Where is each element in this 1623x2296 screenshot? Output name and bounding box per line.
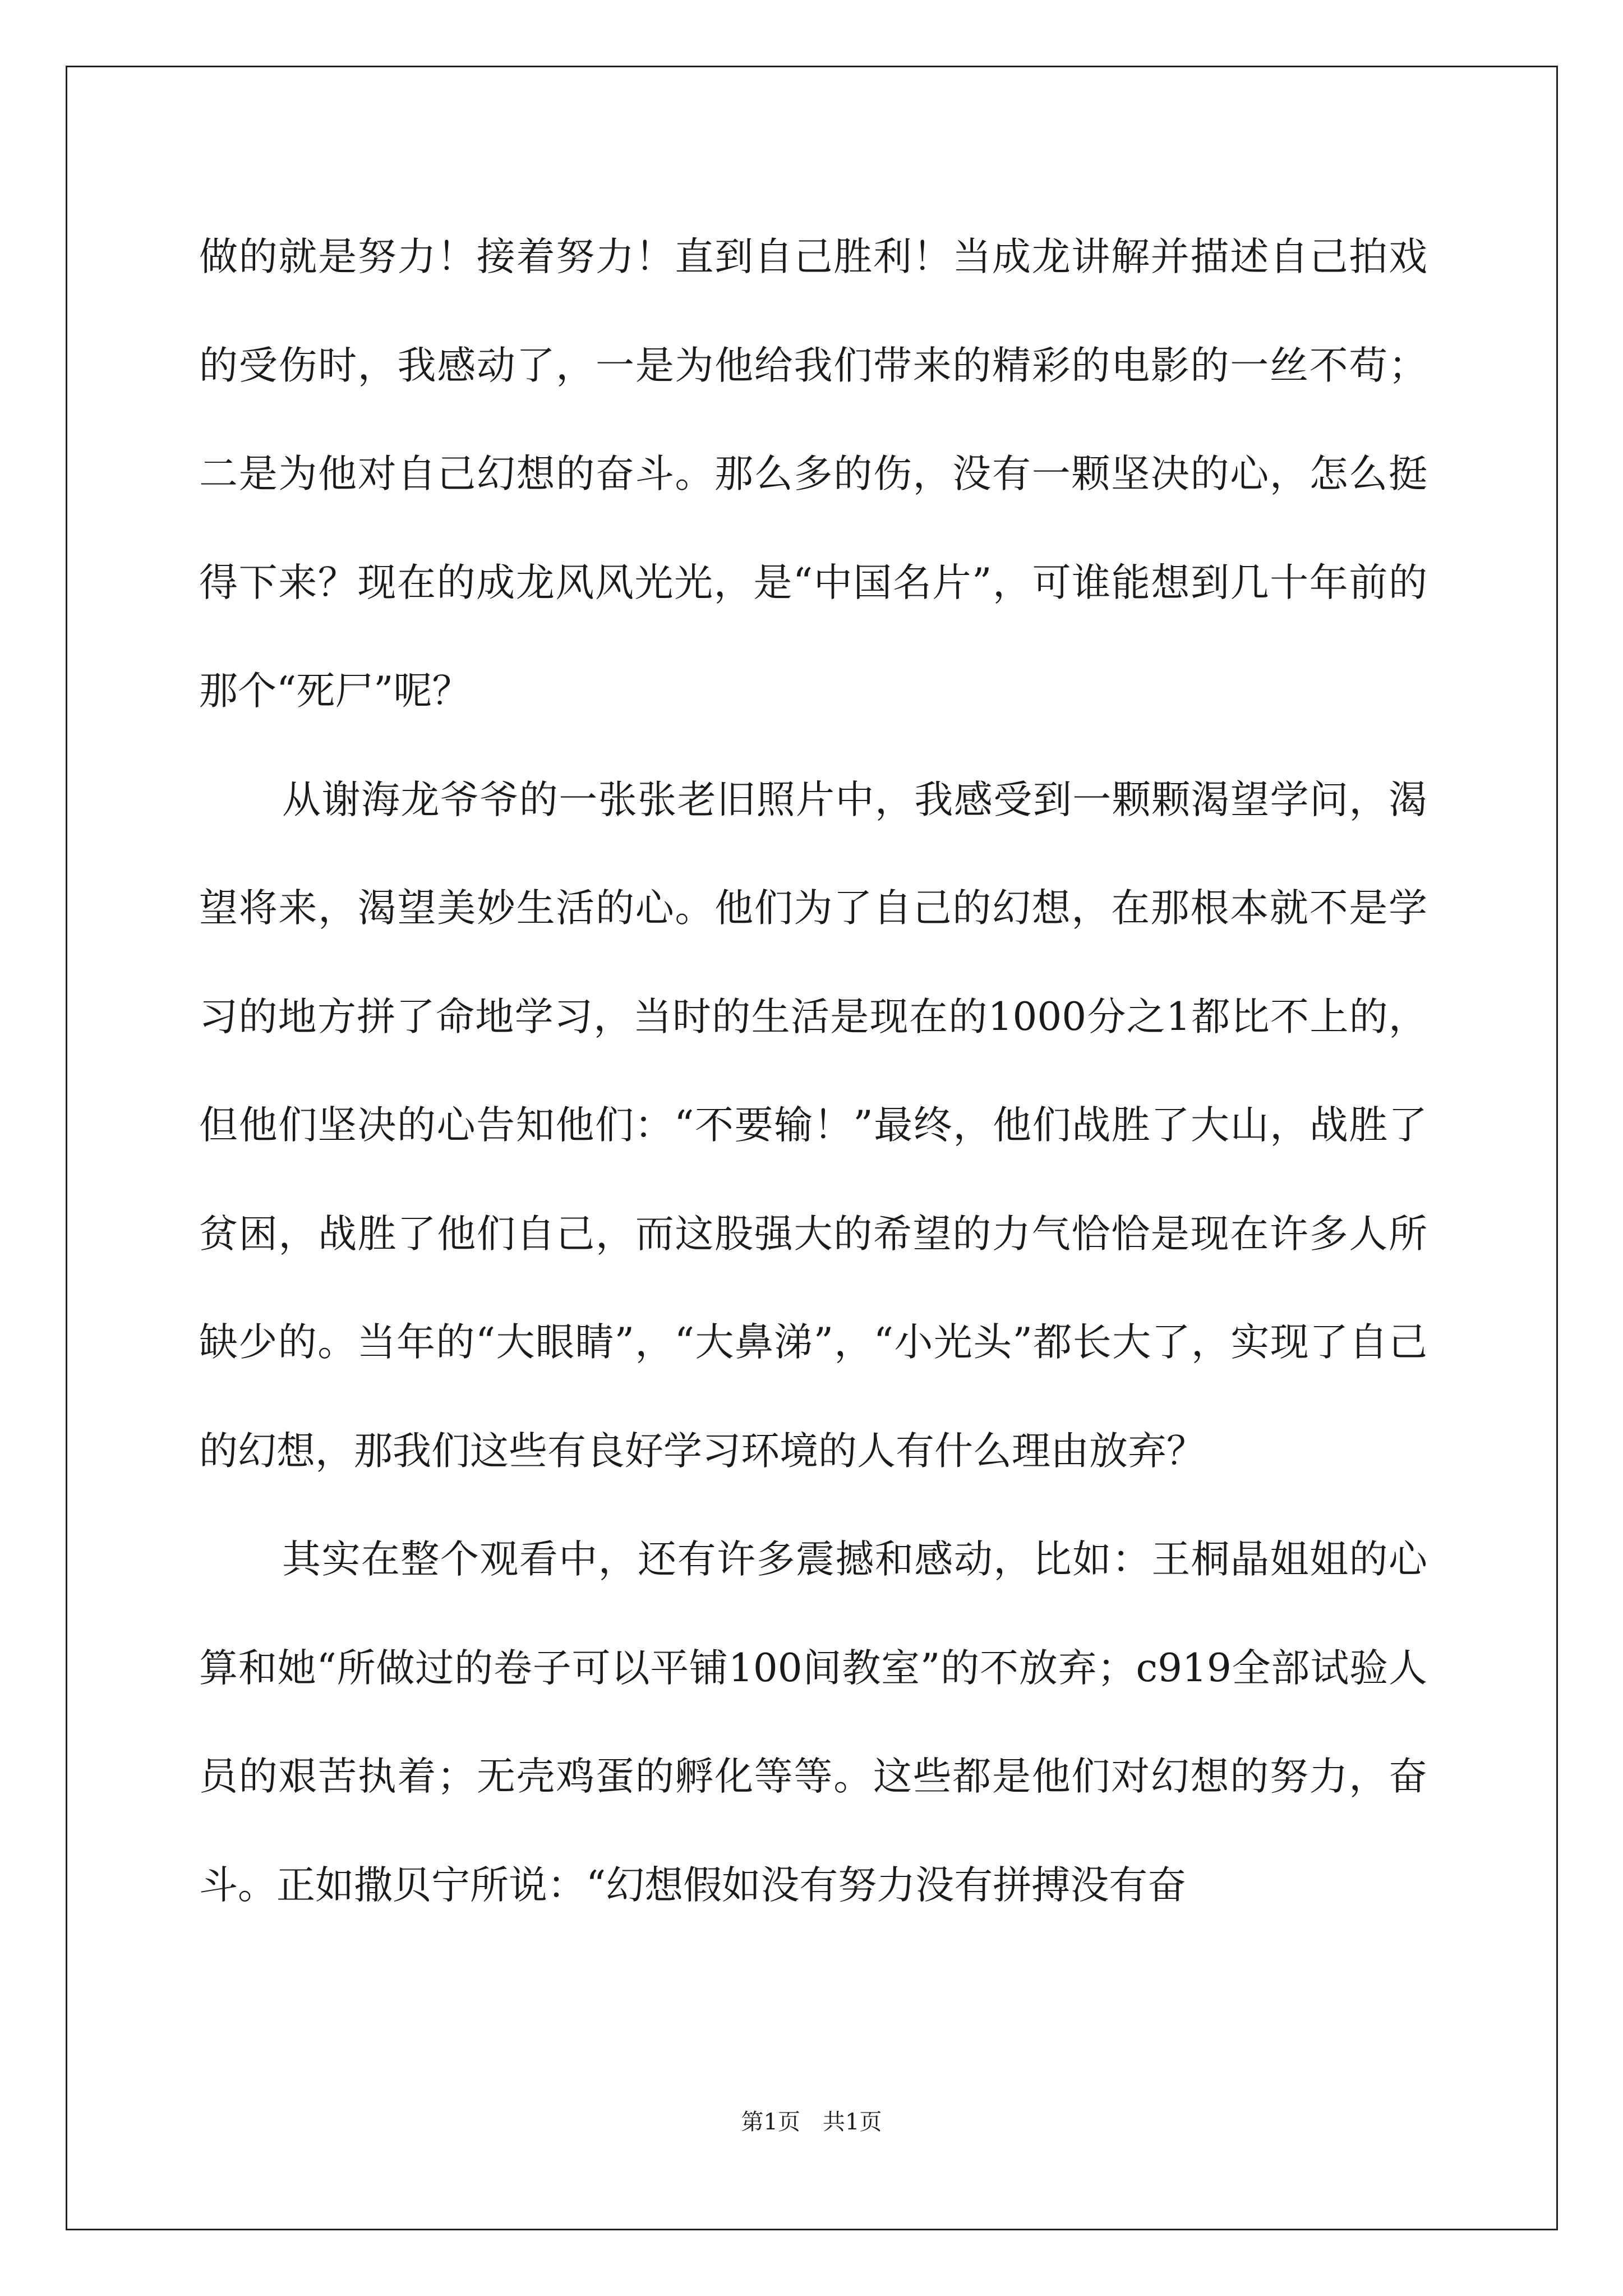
page-footer [0,2108,1623,2136]
page-total: 共1页 [823,2109,882,2135]
page-number: 第1页 [741,2109,800,2135]
paragraph-2: 从谢海龙爷爷的一张张老旧照片中，我感受到一颗颗渴望学问，渴望将来，渴望美妙生活的心。他们为了自己的幻想，在那根本就不是学习的地方拼了命地学习，当时的生活是现在的1000分之1都比不上的，但他们坚决的心告知他们：“不要输！”最终，他们战胜了大山，战胜了贫困，战胜了他们自己，而这股强大的希望的力气恰恰是现在许多人所缺少的。当年的“大眼睛”，“大鼻涕”，“小光头”都长大了，实现了自己的幻想，那我们这些有良好学习环境的人有什么理由放弃？ [199,777,1427,1474]
paragraph-3: 其实在整个观看中，还有许多震撼和感动，比如：王桐晶姐姐的心算和她“所做过的卷子可以平铺100间教室”的不放弃；c919全部试验人员的艰苦执着；无壳鸡蛋的孵化等等。这些都是他们对幻想的努力，奋斗。正如撒贝宁所说：“幻想假如没有努力没有拼搏没有奋 [199,1537,1427,1908]
document-body [199,203,1427,1940]
paragraph-1: 做的就是努力！接着努力！直到自己胜利！当成龙讲解并描述自己拍戏的受伤时，我感动了，一是为他给我们带来的精彩的电影的一丝不苟；二是为他对自己幻想的奋斗。那么多的伤，没有一颗坚决的心，怎么挺得下来？现在的成龙风风光光，是“中国名片”，可谁能想到几十年前的那个“死尸”呢？ [199,234,1427,714]
